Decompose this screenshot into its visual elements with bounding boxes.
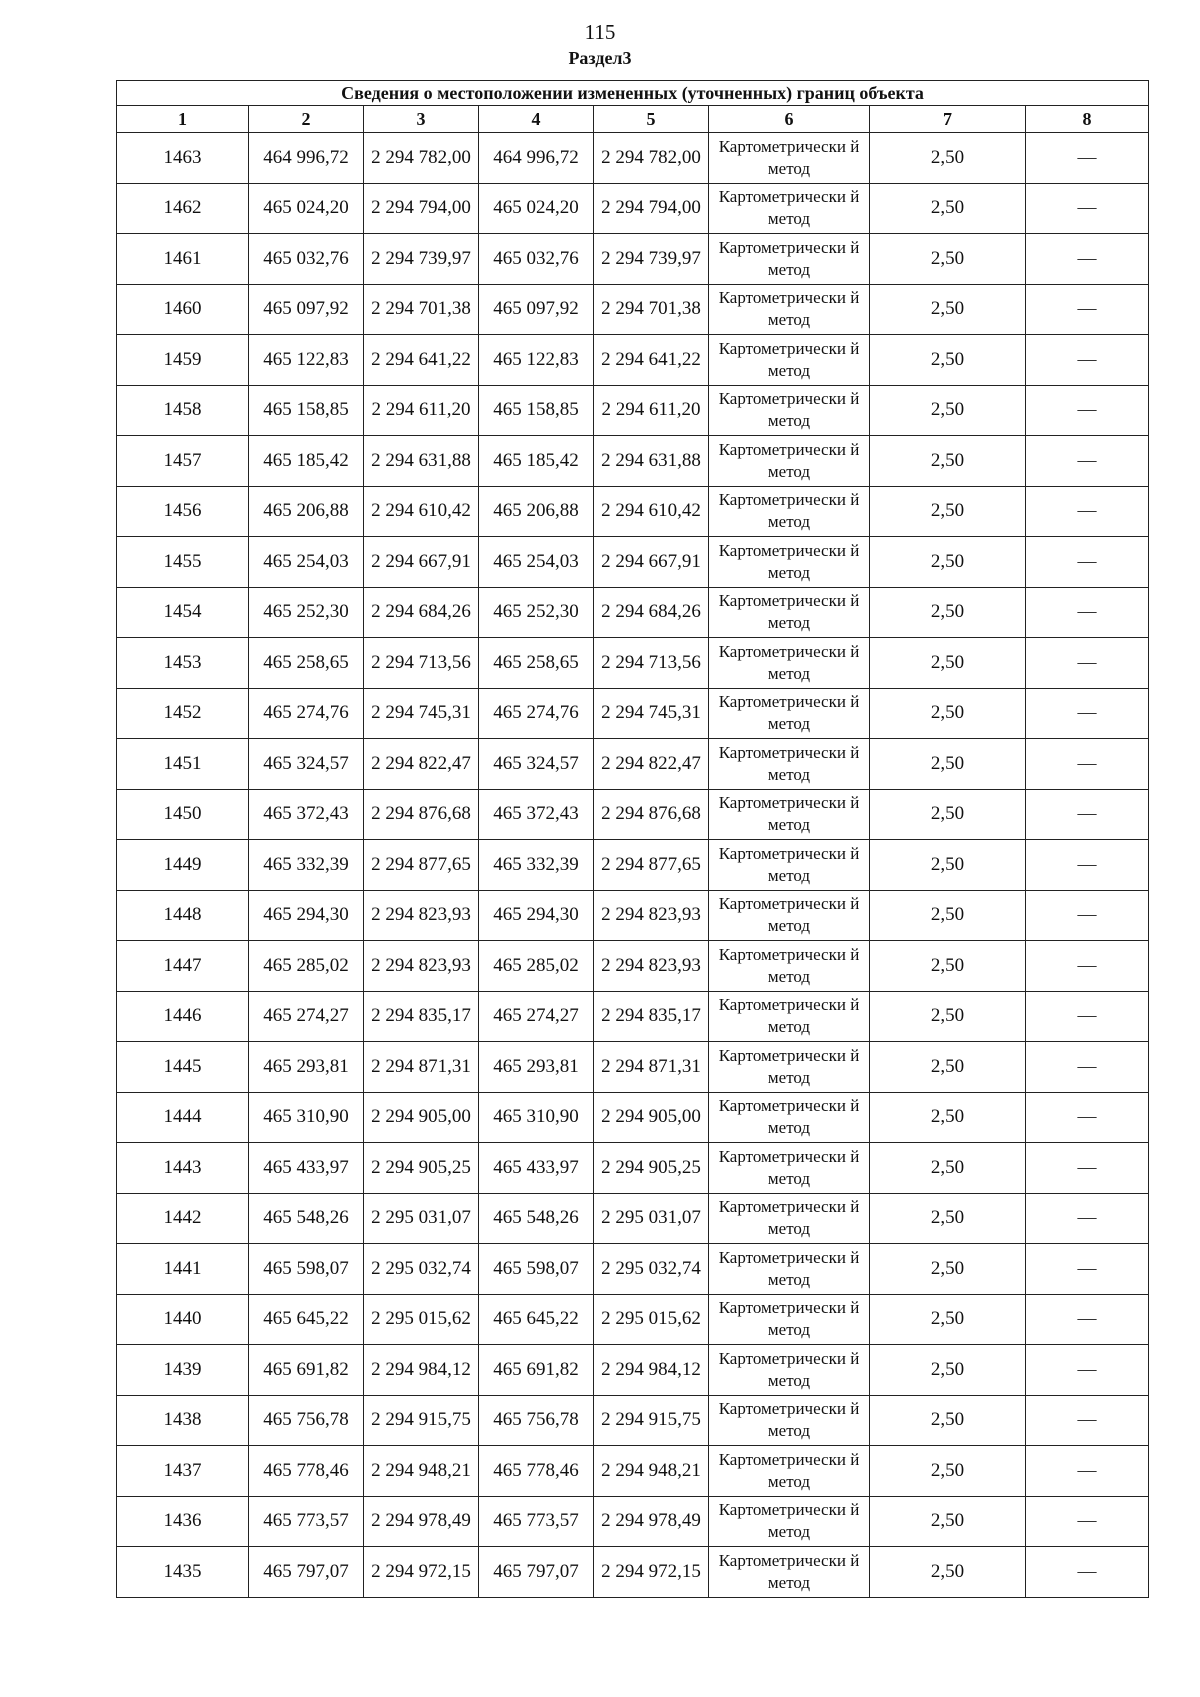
x-new-cell: 465 310,90 xyxy=(479,1092,594,1143)
x-old-cell: 465 310,90 xyxy=(249,1092,364,1143)
description-cell: — xyxy=(1026,789,1149,840)
x-old-cell: 465 324,57 xyxy=(249,739,364,790)
point-number-cell: 1435 xyxy=(117,1547,249,1598)
accuracy-cell: 2,50 xyxy=(870,1446,1026,1497)
y-old-cell: 2 294 835,17 xyxy=(364,991,479,1042)
y-old-cell: 2 294 915,75 xyxy=(364,1395,479,1446)
y-old-cell: 2 294 877,65 xyxy=(364,840,479,891)
method-cell: Картометрически й метод xyxy=(709,739,870,790)
y-old-cell: 2 295 031,07 xyxy=(364,1193,479,1244)
x-new-cell: 465 778,46 xyxy=(479,1446,594,1497)
table-row xyxy=(117,941,1149,992)
x-new-cell: 465 185,42 xyxy=(479,436,594,487)
section-title: Раздел3 xyxy=(568,48,632,68)
method-cell: Картометрически й метод xyxy=(709,1496,870,1547)
description-cell: — xyxy=(1026,1042,1149,1093)
y-old-cell: 2 294 667,91 xyxy=(364,537,479,588)
y-old-cell: 2 294 905,25 xyxy=(364,1143,479,1194)
table-row xyxy=(117,1244,1149,1295)
x-new-cell: 465 372,43 xyxy=(479,789,594,840)
table-row xyxy=(117,436,1149,487)
table-row xyxy=(117,1294,1149,1345)
accuracy-cell: 2,50 xyxy=(870,739,1026,790)
method-cell: Картометрически й метод xyxy=(709,1395,870,1446)
y-old-cell: 2 294 782,00 xyxy=(364,133,479,184)
method-cell: Картометрически й метод xyxy=(709,991,870,1042)
table-row xyxy=(117,1143,1149,1194)
table-row xyxy=(117,688,1149,739)
table-row xyxy=(117,739,1149,790)
y-new-cell: 2 294 948,21 xyxy=(594,1446,709,1497)
x-old-cell: 465 778,46 xyxy=(249,1446,364,1497)
accuracy-cell: 2,50 xyxy=(870,1496,1026,1547)
table-row xyxy=(117,890,1149,941)
y-new-cell: 2 294 822,47 xyxy=(594,739,709,790)
accuracy-cell: 2,50 xyxy=(870,1345,1026,1396)
accuracy-cell: 2,50 xyxy=(870,1143,1026,1194)
y-new-cell: 2 294 631,88 xyxy=(594,436,709,487)
x-new-cell: 465 024,20 xyxy=(479,183,594,234)
point-number-cell: 1439 xyxy=(117,1345,249,1396)
x-old-cell: 465 097,92 xyxy=(249,284,364,335)
description-cell: — xyxy=(1026,688,1149,739)
description-cell: — xyxy=(1026,234,1149,285)
table-row xyxy=(117,133,1149,184)
column-header: 8 xyxy=(1026,106,1149,133)
y-new-cell: 2 294 905,25 xyxy=(594,1143,709,1194)
x-old-cell: 465 032,76 xyxy=(249,234,364,285)
point-number-cell: 1441 xyxy=(117,1244,249,1295)
x-old-cell: 465 185,42 xyxy=(249,436,364,487)
point-number-cell: 1459 xyxy=(117,335,249,386)
description-cell: — xyxy=(1026,436,1149,487)
y-new-cell: 2 294 782,00 xyxy=(594,133,709,184)
method-cell: Картометрически й метод xyxy=(709,1446,870,1497)
x-old-cell: 465 274,76 xyxy=(249,688,364,739)
x-new-cell: 465 332,39 xyxy=(479,840,594,891)
table-row xyxy=(117,789,1149,840)
x-old-cell: 465 158,85 xyxy=(249,385,364,436)
point-number-cell: 1438 xyxy=(117,1395,249,1446)
boundary-coordinates-table xyxy=(116,80,1149,1598)
x-new-cell: 465 548,26 xyxy=(479,1193,594,1244)
x-new-cell: 465 293,81 xyxy=(479,1042,594,1093)
accuracy-cell: 2,50 xyxy=(870,1244,1026,1295)
description-cell: — xyxy=(1026,1244,1149,1295)
method-cell: Картометрически й метод xyxy=(709,890,870,941)
y-old-cell: 2 294 905,00 xyxy=(364,1092,479,1143)
table-row xyxy=(117,638,1149,689)
y-new-cell: 2 294 745,31 xyxy=(594,688,709,739)
method-cell: Картометрически й метод xyxy=(709,537,870,588)
y-new-cell: 2 294 794,00 xyxy=(594,183,709,234)
table-row xyxy=(117,1092,1149,1143)
description-cell: — xyxy=(1026,133,1149,184)
description-cell: — xyxy=(1026,941,1149,992)
accuracy-cell: 2,50 xyxy=(870,133,1026,184)
method-cell: Картометрически й метод xyxy=(709,183,870,234)
table-row xyxy=(117,385,1149,436)
y-new-cell: 2 294 915,75 xyxy=(594,1395,709,1446)
point-number-cell: 1463 xyxy=(117,133,249,184)
table-row xyxy=(117,1496,1149,1547)
description-cell: — xyxy=(1026,1345,1149,1396)
accuracy-cell: 2,50 xyxy=(870,284,1026,335)
accuracy-cell: 2,50 xyxy=(870,1042,1026,1093)
column-header: 7 xyxy=(870,106,1026,133)
description-cell: — xyxy=(1026,739,1149,790)
point-number-cell: 1456 xyxy=(117,486,249,537)
accuracy-cell: 2,50 xyxy=(870,1294,1026,1345)
accuracy-cell: 2,50 xyxy=(870,587,1026,638)
accuracy-cell: 2,50 xyxy=(870,1547,1026,1598)
y-old-cell: 2 294 794,00 xyxy=(364,183,479,234)
point-number-cell: 1447 xyxy=(117,941,249,992)
y-new-cell: 2 295 015,62 xyxy=(594,1294,709,1345)
y-old-cell: 2 294 745,31 xyxy=(364,688,479,739)
point-number-cell: 1440 xyxy=(117,1294,249,1345)
description-cell: — xyxy=(1026,840,1149,891)
y-old-cell: 2 294 611,20 xyxy=(364,385,479,436)
y-old-cell: 2 294 876,68 xyxy=(364,789,479,840)
x-old-cell: 465 433,97 xyxy=(249,1143,364,1194)
description-cell: — xyxy=(1026,284,1149,335)
x-new-cell: 464 996,72 xyxy=(479,133,594,184)
accuracy-cell: 2,50 xyxy=(870,1092,1026,1143)
y-old-cell: 2 294 871,31 xyxy=(364,1042,479,1093)
point-number-cell: 1449 xyxy=(117,840,249,891)
y-old-cell: 2 295 032,74 xyxy=(364,1244,479,1295)
accuracy-cell: 2,50 xyxy=(870,486,1026,537)
x-old-cell: 465 797,07 xyxy=(249,1547,364,1598)
point-number-cell: 1455 xyxy=(117,537,249,588)
x-old-cell: 465 206,88 xyxy=(249,486,364,537)
y-new-cell: 2 294 641,22 xyxy=(594,335,709,386)
y-new-cell: 2 294 684,26 xyxy=(594,587,709,638)
y-new-cell: 2 294 877,65 xyxy=(594,840,709,891)
point-number-cell: 1453 xyxy=(117,638,249,689)
point-number-cell: 1445 xyxy=(117,1042,249,1093)
column-header: 3 xyxy=(364,106,479,133)
description-cell: — xyxy=(1026,1143,1149,1194)
column-header: 6 xyxy=(709,106,870,133)
x-old-cell: 465 024,20 xyxy=(249,183,364,234)
x-old-cell: 465 293,81 xyxy=(249,1042,364,1093)
method-cell: Картометрически й метод xyxy=(709,587,870,638)
y-new-cell: 2 294 972,15 xyxy=(594,1547,709,1598)
x-old-cell: 465 756,78 xyxy=(249,1395,364,1446)
description-cell: — xyxy=(1026,991,1149,1042)
x-new-cell: 465 433,97 xyxy=(479,1143,594,1194)
x-old-cell: 465 258,65 xyxy=(249,638,364,689)
page-number: 115 xyxy=(584,20,616,44)
y-old-cell: 2 294 713,56 xyxy=(364,638,479,689)
accuracy-cell: 2,50 xyxy=(870,436,1026,487)
x-new-cell: 465 274,27 xyxy=(479,991,594,1042)
accuracy-cell: 2,50 xyxy=(870,335,1026,386)
point-number-cell: 1444 xyxy=(117,1092,249,1143)
point-number-cell: 1458 xyxy=(117,385,249,436)
column-number-row xyxy=(117,106,1149,133)
accuracy-cell: 2,50 xyxy=(870,688,1026,739)
x-new-cell: 465 032,76 xyxy=(479,234,594,285)
point-number-cell: 1457 xyxy=(117,436,249,487)
y-new-cell: 2 294 876,68 xyxy=(594,789,709,840)
x-old-cell: 464 996,72 xyxy=(249,133,364,184)
y-old-cell: 2 294 948,21 xyxy=(364,1446,479,1497)
method-cell: Картометрически й метод xyxy=(709,941,870,992)
y-old-cell: 2 294 984,12 xyxy=(364,1345,479,1396)
description-cell: — xyxy=(1026,587,1149,638)
x-new-cell: 465 797,07 xyxy=(479,1547,594,1598)
point-number-cell: 1450 xyxy=(117,789,249,840)
description-cell: — xyxy=(1026,537,1149,588)
table-row xyxy=(117,587,1149,638)
method-cell: Картометрически й метод xyxy=(709,840,870,891)
y-old-cell: 2 294 631,88 xyxy=(364,436,479,487)
description-cell: — xyxy=(1026,638,1149,689)
point-number-cell: 1452 xyxy=(117,688,249,739)
y-old-cell: 2 294 701,38 xyxy=(364,284,479,335)
x-old-cell: 465 122,83 xyxy=(249,335,364,386)
description-cell: — xyxy=(1026,1193,1149,1244)
method-cell: Картометрически й метод xyxy=(709,436,870,487)
y-old-cell: 2 294 822,47 xyxy=(364,739,479,790)
accuracy-cell: 2,50 xyxy=(870,1193,1026,1244)
method-cell: Картометрически й метод xyxy=(709,234,870,285)
table-row xyxy=(117,284,1149,335)
method-cell: Картометрически й метод xyxy=(709,284,870,335)
y-new-cell: 2 294 823,93 xyxy=(594,890,709,941)
point-number-cell: 1446 xyxy=(117,991,249,1042)
x-new-cell: 465 645,22 xyxy=(479,1294,594,1345)
x-old-cell: 465 548,26 xyxy=(249,1193,364,1244)
description-cell: — xyxy=(1026,1496,1149,1547)
description-cell: — xyxy=(1026,335,1149,386)
column-header: 1 xyxy=(117,106,249,133)
x-old-cell: 465 274,27 xyxy=(249,991,364,1042)
description-cell: — xyxy=(1026,1547,1149,1598)
y-new-cell: 2 294 978,49 xyxy=(594,1496,709,1547)
description-cell: — xyxy=(1026,385,1149,436)
table-body xyxy=(117,133,1149,1598)
table-caption: Сведения о местоположении измененных (уточненных) границ объекта xyxy=(117,81,1149,106)
accuracy-cell: 2,50 xyxy=(870,941,1026,992)
table-row xyxy=(117,183,1149,234)
y-new-cell: 2 294 905,00 xyxy=(594,1092,709,1143)
x-old-cell: 465 645,22 xyxy=(249,1294,364,1345)
table-row xyxy=(117,1446,1149,1497)
x-new-cell: 465 254,03 xyxy=(479,537,594,588)
description-cell: — xyxy=(1026,1395,1149,1446)
table-row xyxy=(117,486,1149,537)
table-row xyxy=(117,1395,1149,1446)
x-old-cell: 465 691,82 xyxy=(249,1345,364,1396)
y-new-cell: 2 294 823,93 xyxy=(594,941,709,992)
column-header: 5 xyxy=(594,106,709,133)
column-header: 2 xyxy=(249,106,364,133)
accuracy-cell: 2,50 xyxy=(870,789,1026,840)
x-new-cell: 465 598,07 xyxy=(479,1244,594,1295)
x-old-cell: 465 598,07 xyxy=(249,1244,364,1295)
accuracy-cell: 2,50 xyxy=(870,890,1026,941)
method-cell: Картометрически й метод xyxy=(709,1547,870,1598)
accuracy-cell: 2,50 xyxy=(870,840,1026,891)
accuracy-cell: 2,50 xyxy=(870,1395,1026,1446)
x-new-cell: 465 324,57 xyxy=(479,739,594,790)
column-header: 4 xyxy=(479,106,594,133)
table-row xyxy=(117,1042,1149,1093)
x-old-cell: 465 254,03 xyxy=(249,537,364,588)
x-old-cell: 465 285,02 xyxy=(249,941,364,992)
method-cell: Картометрически й метод xyxy=(709,1092,870,1143)
description-cell: — xyxy=(1026,1294,1149,1345)
point-number-cell: 1443 xyxy=(117,1143,249,1194)
point-number-cell: 1462 xyxy=(117,183,249,234)
x-new-cell: 465 252,30 xyxy=(479,587,594,638)
y-old-cell: 2 294 823,93 xyxy=(364,941,479,992)
point-number-cell: 1451 xyxy=(117,739,249,790)
y-new-cell: 2 294 667,91 xyxy=(594,537,709,588)
x-old-cell: 465 294,30 xyxy=(249,890,364,941)
y-old-cell: 2 294 610,42 xyxy=(364,486,479,537)
accuracy-cell: 2,50 xyxy=(870,183,1026,234)
point-number-cell: 1461 xyxy=(117,234,249,285)
table-row xyxy=(117,840,1149,891)
x-new-cell: 465 158,85 xyxy=(479,385,594,436)
point-number-cell: 1454 xyxy=(117,587,249,638)
method-cell: Картометрически й метод xyxy=(709,335,870,386)
method-cell: Картометрически й метод xyxy=(709,1244,870,1295)
accuracy-cell: 2,50 xyxy=(870,234,1026,285)
description-cell: — xyxy=(1026,183,1149,234)
y-new-cell: 2 294 611,20 xyxy=(594,385,709,436)
method-cell: Картометрически й метод xyxy=(709,1042,870,1093)
x-new-cell: 465 294,30 xyxy=(479,890,594,941)
accuracy-cell: 2,50 xyxy=(870,638,1026,689)
y-new-cell: 2 294 739,97 xyxy=(594,234,709,285)
y-new-cell: 2 294 610,42 xyxy=(594,486,709,537)
table-row xyxy=(117,991,1149,1042)
accuracy-cell: 2,50 xyxy=(870,385,1026,436)
x-old-cell: 465 252,30 xyxy=(249,587,364,638)
x-old-cell: 465 372,43 xyxy=(249,789,364,840)
method-cell: Картометрически й метод xyxy=(709,688,870,739)
method-cell: Картометрически й метод xyxy=(709,789,870,840)
point-number-cell: 1460 xyxy=(117,284,249,335)
accuracy-cell: 2,50 xyxy=(870,991,1026,1042)
method-cell: Картометрически й метод xyxy=(709,1193,870,1244)
method-cell: Картометрически й метод xyxy=(709,1143,870,1194)
y-new-cell: 2 294 871,31 xyxy=(594,1042,709,1093)
y-old-cell: 2 294 972,15 xyxy=(364,1547,479,1598)
method-cell: Картометрически й метод xyxy=(709,1345,870,1396)
table-row xyxy=(117,1345,1149,1396)
description-cell: — xyxy=(1026,1092,1149,1143)
x-old-cell: 465 332,39 xyxy=(249,840,364,891)
y-old-cell: 2 294 684,26 xyxy=(364,587,479,638)
x-new-cell: 465 258,65 xyxy=(479,638,594,689)
description-cell: — xyxy=(1026,486,1149,537)
description-cell: — xyxy=(1026,890,1149,941)
point-number-cell: 1448 xyxy=(117,890,249,941)
y-old-cell: 2 295 015,62 xyxy=(364,1294,479,1345)
x-new-cell: 465 206,88 xyxy=(479,486,594,537)
x-new-cell: 465 097,92 xyxy=(479,284,594,335)
table-row xyxy=(117,537,1149,588)
y-new-cell: 2 294 713,56 xyxy=(594,638,709,689)
x-new-cell: 465 285,02 xyxy=(479,941,594,992)
point-number-cell: 1442 xyxy=(117,1193,249,1244)
y-old-cell: 2 294 823,93 xyxy=(364,890,479,941)
method-cell: Картометрически й метод xyxy=(709,1294,870,1345)
y-new-cell: 2 295 032,74 xyxy=(594,1244,709,1295)
accuracy-cell: 2,50 xyxy=(870,537,1026,588)
y-new-cell: 2 294 701,38 xyxy=(594,284,709,335)
x-new-cell: 465 773,57 xyxy=(479,1496,594,1547)
table-row xyxy=(117,1193,1149,1244)
table-row xyxy=(117,1547,1149,1598)
y-new-cell: 2 294 984,12 xyxy=(594,1345,709,1396)
table-row xyxy=(117,335,1149,386)
table-row xyxy=(117,234,1149,285)
y-old-cell: 2 294 739,97 xyxy=(364,234,479,285)
point-number-cell: 1437 xyxy=(117,1446,249,1497)
y-old-cell: 2 294 641,22 xyxy=(364,335,479,386)
x-new-cell: 465 756,78 xyxy=(479,1395,594,1446)
method-cell: Картометрически й метод xyxy=(709,385,870,436)
x-old-cell: 465 773,57 xyxy=(249,1496,364,1547)
method-cell: Картометрически й метод xyxy=(709,133,870,184)
method-cell: Картометрически й метод xyxy=(709,486,870,537)
y-old-cell: 2 294 978,49 xyxy=(364,1496,479,1547)
y-new-cell: 2 295 031,07 xyxy=(594,1193,709,1244)
method-cell: Картометрически й метод xyxy=(709,638,870,689)
point-number-cell: 1436 xyxy=(117,1496,249,1547)
y-new-cell: 2 294 835,17 xyxy=(594,991,709,1042)
x-new-cell: 465 122,83 xyxy=(479,335,594,386)
x-new-cell: 465 691,82 xyxy=(479,1345,594,1396)
description-cell: — xyxy=(1026,1446,1149,1497)
x-new-cell: 465 274,76 xyxy=(479,688,594,739)
